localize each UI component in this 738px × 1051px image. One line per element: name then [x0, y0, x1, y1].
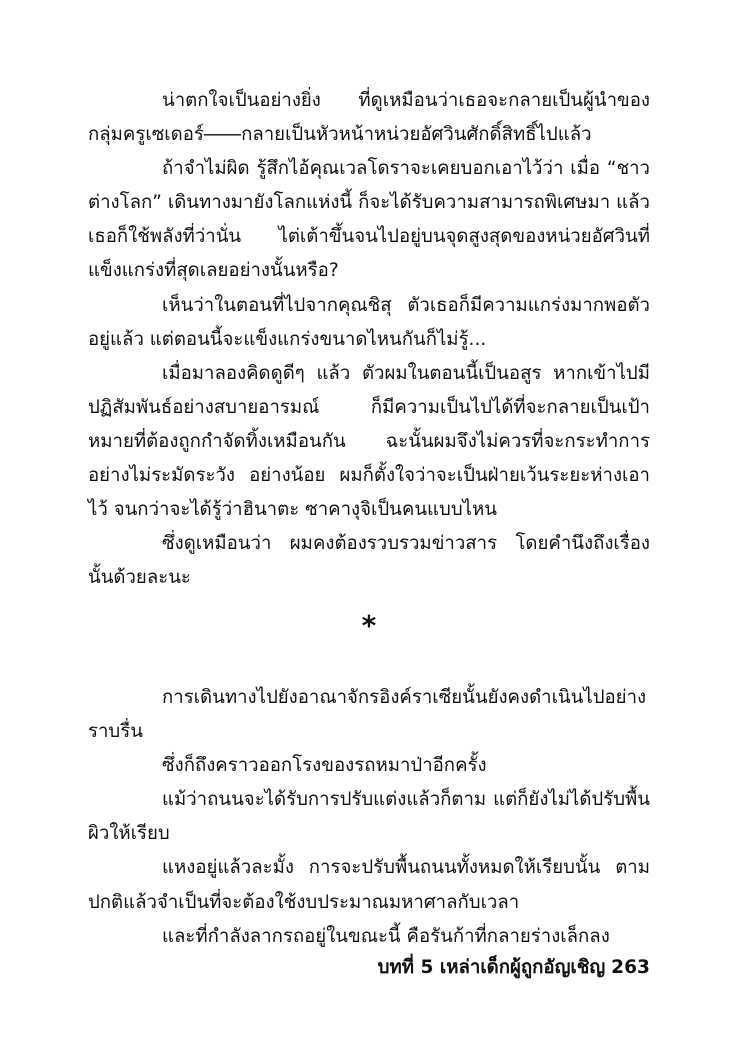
paragraph: แหงอยู่แล้วละมั้ง การจะปรับพื้นถนนทั้งหมดให้เรียบนั้น ตามปกติแล้วจำเป็นที่จะต้องใช้งบประมาณมหาศาลกับเวลา: [88, 857, 650, 913]
paragraph: เมื่อมาลองคิดดูดีๆ แล้ว ตัวผมในตอนนี้เป็นอสูร หากเข้าไปมีปฏิสัมพันธ์อย่างสบายอารมณ์ ก็มีความเป็นไปได้ที่จะกลายเป็นเป้าหมายที่ต้องถูกกำจัดทิ้งเหมือนกัน ฉะนั้นผมจึงไม่ควรที่จะกระทำการอย่างไม่ระมัดระวัง อย่างน้อย ผมก็ตั้งใจว่าจะเป็นฝ่ายเว้นระยะห่างเอาไว้ จนกว่าจะได้รู้ว่าฮินาตะ ซาคางุจิเป็นคนแบบไหน: [88, 362, 650, 521]
paragraph: แม้ว่าถนนจะได้รับการปรับแต่งแล้วก็ตาม แต่ก็ยังไม่ได้ปรับพื้นผิวให้เรียบ: [88, 789, 650, 845]
paragraph: ซึ่งก็ถึงคราวออกโรงของรถหมาป่าอีกครั้ง: [162, 755, 487, 777]
paragraph: เห็นว่าในตอนที่ไปจากคุณชิสุ ตัวเธอก็มีความแกร่งมากพอตัวอยู่แล้ว แต่ตอนนี้จะแข็งแกร่งขนาดไหนกันก็ไม่รู้...: [88, 294, 650, 350]
paragraph: ถ้าจำไม่ผิด รู้สึกไอ้คุณเวลโดราจะเคยบอกเอาไว้ว่า เมื่อ “ชาวต่างโลก” เดินทางมายังโลกแห่งนี้ ก็จะได้รับความสามารถพิเศษมา แล้วเธอก็ใช้พลังที่ว่านั่น ไต่เต้าขึ้นจนไปอยู่บนจุดสูงสุดของหน่วยอัศวินที่แข็งแกร่งที่สุดเลยอย่างนั้นหรือ?: [88, 158, 650, 282]
chapter-title: บทที่ 5 เหล่าเด็กผู้ถูกอัญเชิญ: [377, 957, 606, 978]
page-footer: [378, 955, 650, 981]
paragraph: น่าตกใจเป็นอย่างยิ่ง ที่ดูเหมือนว่าเธอจะกลายเป็นผู้นำของกลุ่มครูเซเดอร์――กลายเป็นหัวหน้าหน่วยอัศวินศักดิ์สิทธิ์ไปแล้ว: [88, 90, 650, 146]
section-two: [88, 681, 650, 954]
paragraph: และที่กำลังลากรถอยู่ในขณะนี้ คือรันก้าที่กลายร่างเล็กลง: [162, 925, 610, 947]
paragraph: ซึ่งดูเหมือนว่า ผมคงต้องรวบรวมข่าวสาร โดยคำนึงถึงเรื่องนั้นด้วยละนะ: [88, 533, 650, 589]
page-number: 263: [611, 957, 650, 978]
paragraph: การเดินทางไปยังอาณาจักรอิงค์ราเซียนั้นยังคงดำเนินไปอย่างราบรื่น: [88, 687, 647, 743]
scene-break-asterisk: *: [361, 609, 377, 642]
section-one: [88, 84, 650, 595]
